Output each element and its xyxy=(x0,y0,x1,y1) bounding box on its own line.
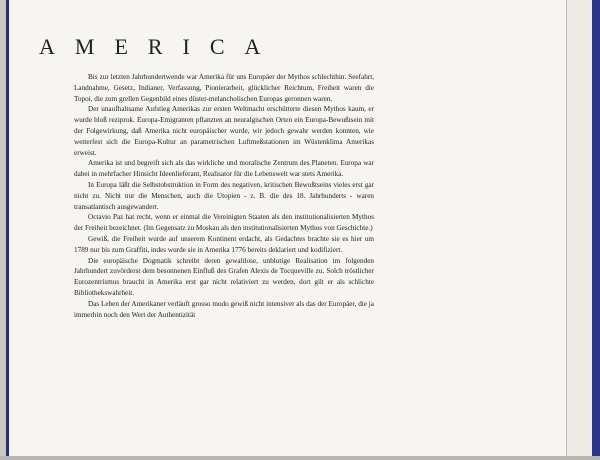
book-cover-edge xyxy=(592,0,600,460)
book-page xyxy=(6,0,569,456)
paragraph-4: In Europa läßt die Selbstobstruktion in Form des negativen, kritischen Bewußtseins vieles erst gar nicht zu. Nicht nur die Menschen, auch die Utopien - z. B. die des 18. Jahrhunderts - waren transatlantisch ausgewandert. xyxy=(74,180,374,211)
paragraph-2: Der unaufhaltsame Aufstieg Amerikas zur ersten Weltmacht erschütterte diesen Mythos kaum, er wurde bloß reziprok. Europa-Emigranten pflanzten an neuralgischen Orten ein Europa-Bewußtsein mit der Folgewirkung, daß Amerika nicht europäischer wurde, wir jedoch gewahr werden konnten, wie wetterfest sich die Europa-Kultur an parametrischen Luftmeßstationen im Wüstenklima Amerikas erweist. xyxy=(74,105,374,157)
paragraph-8: Das Leben der Amerikaner verläuft grosso modo gewiß nicht intensiver als das der Europäer, die ja immerhin noch den Wert der Authentizität xyxy=(74,299,374,319)
paragraph-5: Octavio Paz hat recht, wenn er einmal die Vereinigten Staaten als den institutionalisierten Mythos der Freiheit bezeichnet. (Im Gegensatz zu Moskau als den institutionalisierten Mythos von Geschichte.) xyxy=(74,213,374,233)
page-title: AMERICA xyxy=(39,34,281,59)
paragraph-7: Die europäische Dogmatik schreibt deren gewaltlose, unblutige Realisation im folgenden Jahrhundert zuvörderst dem besonnenen Einfluß des Grafen Alexis de Tocqueville zu. Solch tröstlicher Eurozentrismus braucht in Amerika erst gar nicht relativiert zu werden, dort gilt er als schlichte Bibliothekswahrheit. xyxy=(74,256,374,297)
paragraph-6: Gewiß, die Freiheit wurde auf unserem Kontinent erdacht, als Gedachtes brachte sie es hier um 1789 nur bis zum Graffiti, indes wurde sie in Amerika 1776 bereits deklariert und kodifiziert. xyxy=(74,234,374,254)
body-text xyxy=(74,72,374,320)
paragraph-3: Amerika ist und begreift sich als das wirkliche und moralische Zentrum des Planeten. Europa war dabei in mehrfacher Hinsicht Ideenlieferant, Realisator für die Lebenswelt war stets Amerika. xyxy=(74,159,374,179)
scan-bottom-edge xyxy=(0,456,600,460)
paragraph-1: Bis zur letzten Jahrhundertwende war Amerika für uns Europäer der Mythos schlechthin. Seefahrt, Landnahme, Gesetz, Indianer, Verfassung, Pionierarbeit, glücklicher Reichtum, Freiheit waren die Topoi, die zum grellen Gegenbild eines düster-melancholischen Europas geronnen waren. xyxy=(74,73,374,103)
